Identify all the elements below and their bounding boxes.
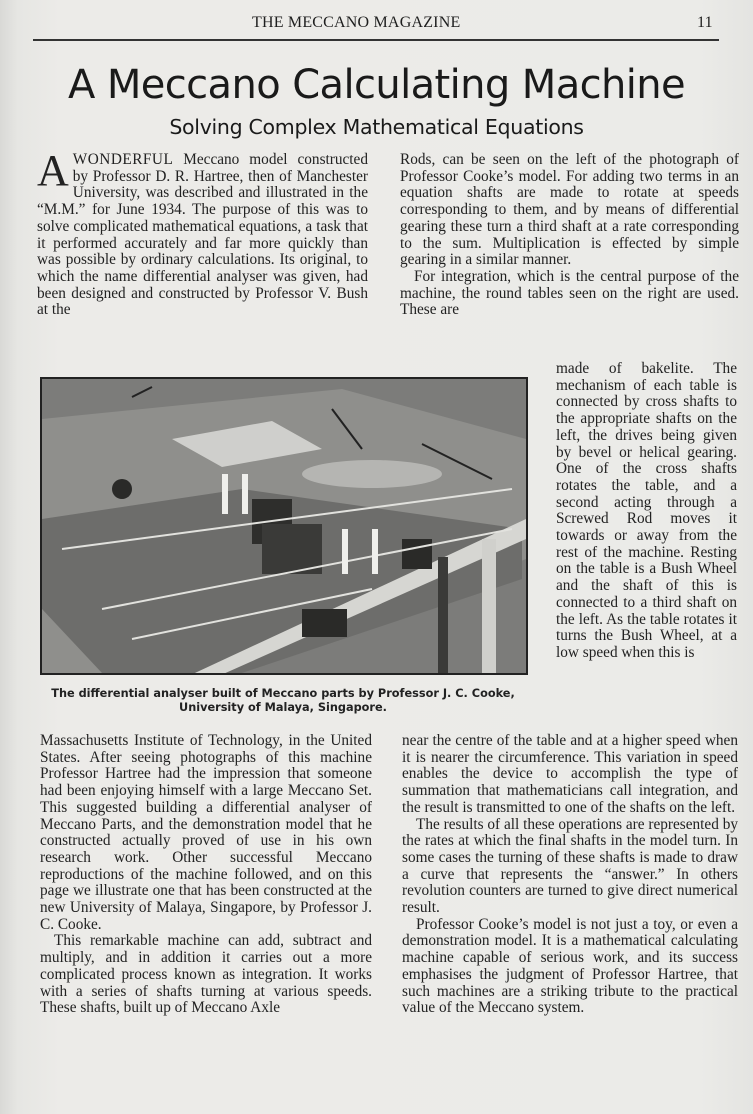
column-right-narrow — [556, 361, 737, 662]
column-left-bottom — [40, 733, 372, 1017]
page-number: 11 — [697, 14, 713, 31]
drop-cap: A — [37, 146, 69, 195]
column-right-bottom — [402, 733, 738, 1017]
photo-caption — [33, 687, 533, 715]
lead-caps: WONDERFUL — [72, 151, 174, 168]
paragraph-remarkable: This remarkable machine can add, subtract and multiply, and in addition it carries out a more complicated process known as integration. It works with a series of shafts turning at various speeds. These shafts, built up of Meccano Axle — [40, 932, 372, 1017]
paragraph-intro — [37, 146, 368, 319]
header-rule — [33, 39, 719, 41]
photo-illustration — [42, 379, 526, 673]
machine-photograph — [40, 377, 528, 675]
column-right-top — [400, 152, 739, 319]
magazine-title: THE MECCANO MAGAZINE — [252, 14, 461, 31]
paragraph-bakelite: made of bakelite. The mechanism of each table is connected by cross shafts to the appropriate shafts on the left, the drives being given by bevel or helical gearing. One of the cross shafts rotates the table, and a second acting through a Screwed Rod moves it towards or away from the rest of the machine. Resting on the table is a Bush Wheel and the shaft of this is connected to a third shaft on the left. As the table rotates it turns the Bush Wheel, at a low speed when this is — [556, 360, 737, 661]
paragraph-integration: For integration, which is the central purpose of the machine, the round tables seen on the right are used. These are — [400, 267, 739, 319]
column-left-top — [37, 146, 368, 319]
article-title: A Meccano Calculating Machine — [67, 62, 686, 108]
paragraph-mit: Massachusetts Institute of Technology, in the United States. After seeing photographs of this machine Professor Hartree had the impression that someone had been enjoying himself with a large Meccano Set. This suggested building a differential analyser of Meccano Parts, and the demonstration model that he constructed actually proved of use in his own research work. Other successful Meccano reproductions of the machine followed, and on this page we illustrate one that has been constructed at the new University of Malaya, Singapore, by Professor J. C. Cooke. — [40, 732, 372, 933]
caption-line-2: University of Malaya, Singapore. — [179, 701, 387, 714]
paragraph-conclusion: Professor Cooke’s model is not just a toy, or even a demonstration model. It is a mathematical calculating machine capable of serious work, and its success emphasises the judgment of Professor Hartree, that such machines are a striking tribute to the practical value of the Meccano system. — [402, 915, 738, 1017]
paragraph-rods: Rods, can be seen on the left of the photograph of Professor Cooke’s model. For adding two terms in an equation shafts are made to rotate at speeds corresponding to them, and by means of differential gearing these turn a third shaft at a rate corresponding to the sum. Multiplication is effected by simple gearing in a similar manner. — [400, 151, 739, 269]
paragraph-results: The results of all these operations are represented by the rates at which the final shafts in the model turn. In some cases the turning of these shafts is made to draw a curve that represents the “answer.” In others revolution counters are turned to give direct numerical result. — [402, 815, 738, 917]
intro-text: Meccano model constructed by Professor D. R. Hartree, then of Manchester University, was described and illustrated in the “M.M.” for June 1934. The purpose of this was to solve complicated mathematical equations, a task that it performed accurately and far more quickly than was possible by ordinary calculations. Its original, to which the name differential analyser was given, had been designed and constructed by Professor V. Bush at the — [37, 151, 368, 319]
caption-line-1: The differential analyser built of Meccano parts by Professor J. C. Cooke, — [51, 687, 515, 700]
running-head — [0, 14, 753, 36]
paragraph-centre: near the centre of the table and at a higher speed when it is nearer the circumference. This variation in speed enables the device to accomplish the type of summation that mathematicians call integration, and the result is transmitted to one of the shafts on the left. — [402, 732, 738, 816]
article-subtitle: Solving Complex Mathematical Equations — [169, 115, 584, 139]
